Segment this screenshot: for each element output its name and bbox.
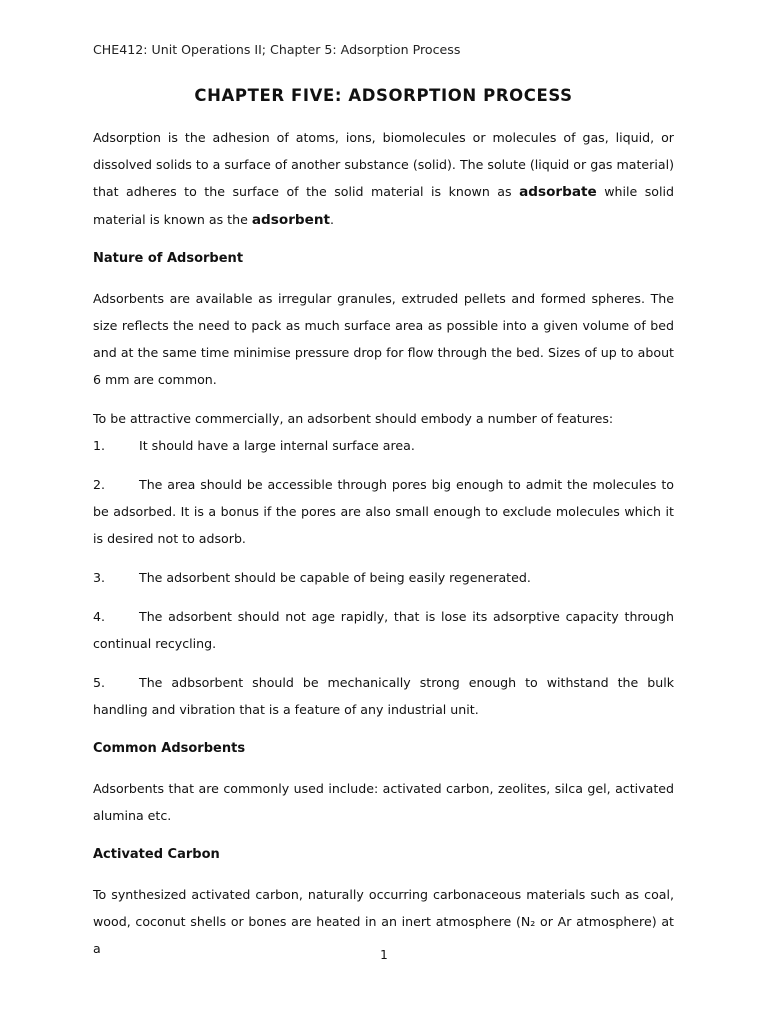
page-number: 1 xyxy=(380,948,388,962)
heading-common-adsorbents: Common Adsorbents xyxy=(93,741,246,756)
nature-paragraph: Adsorbents are available as irregular granules, extruded pellets and formed spheres. The size reflects the need to pack as much surface area as possible into a given volume of bed and at the same time minimise pressure drop for flow through the bed. Sizes of up to about 6 mm are common. xyxy=(93,291,674,387)
feature-number: 3. xyxy=(93,570,106,585)
term-adsorbent: adsorbent xyxy=(251,212,331,228)
feature-number: 2. xyxy=(93,477,106,492)
document-body xyxy=(93,124,674,962)
feature-item-1 xyxy=(93,432,674,459)
heading-activated-carbon: Activated Carbon xyxy=(93,847,220,862)
feature-number: 1. xyxy=(93,438,106,453)
feature-item-3 xyxy=(93,564,674,591)
feature-item-2 xyxy=(93,471,674,552)
feature-item-5 xyxy=(93,669,674,723)
features-intro-paragraph: To be attractive commercially, an adsorbent should embody a number of features: xyxy=(93,411,614,426)
feature-text: The area should be accessible through pores big enough to admit the molecules to be adsorbed. It is a bonus if the pores are also small enough to exclude molecules which it is desired not to adsorb. xyxy=(93,477,674,546)
term-adsorbate: adsorbate xyxy=(519,184,597,200)
feature-text: It should have a large internal surface area. xyxy=(139,438,415,453)
intro-text-1: Adsorption is the adhesion of atoms, ions, biomolecules or molecules of gas, liquid, or dissolved solids to a surface of another substance (solid). The solute (liquid or gas material) that adheres to the surface of the solid material is known as xyxy=(93,130,674,199)
common-paragraph: Adsorbents that are commonly used include: activated carbon, zeolites, silca gel, activated alumina etc. xyxy=(93,781,674,823)
feature-text: The adsorbent should be capable of being easily regenerated. xyxy=(139,570,531,585)
feature-number: 4. xyxy=(93,609,106,624)
intro-text-2: while solid material is known as the xyxy=(93,184,674,227)
feature-number: 5. xyxy=(93,675,106,690)
intro-paragraph xyxy=(93,124,674,234)
feature-text: The adbsorbent should be mechanically strong enough to withstand the bulk handling and vibration that is a feature of any industrial unit. xyxy=(93,675,674,717)
heading-nature-of-adsorbent: Nature of Adsorbent xyxy=(93,251,244,266)
feature-item-4 xyxy=(93,603,674,657)
page-header: CHE412: Unit Operations II; Chapter 5: Adsorption Process xyxy=(93,42,461,57)
activated-paragraph: To synthesized activated carbon, naturally occurring carbonaceous materials such as coal, wood, coconut shells or bones are heated in an inert atmosphere (N₂ or Ar atmosphere) at a xyxy=(93,887,674,956)
chapter-title: CHAPTER FIVE: ADSORPTION PROCESS xyxy=(194,86,573,105)
intro-text-3: . xyxy=(330,212,335,227)
feature-text: The adsorbent should not age rapidly, that is lose its adsorptive capacity through continual recycling. xyxy=(93,609,674,651)
